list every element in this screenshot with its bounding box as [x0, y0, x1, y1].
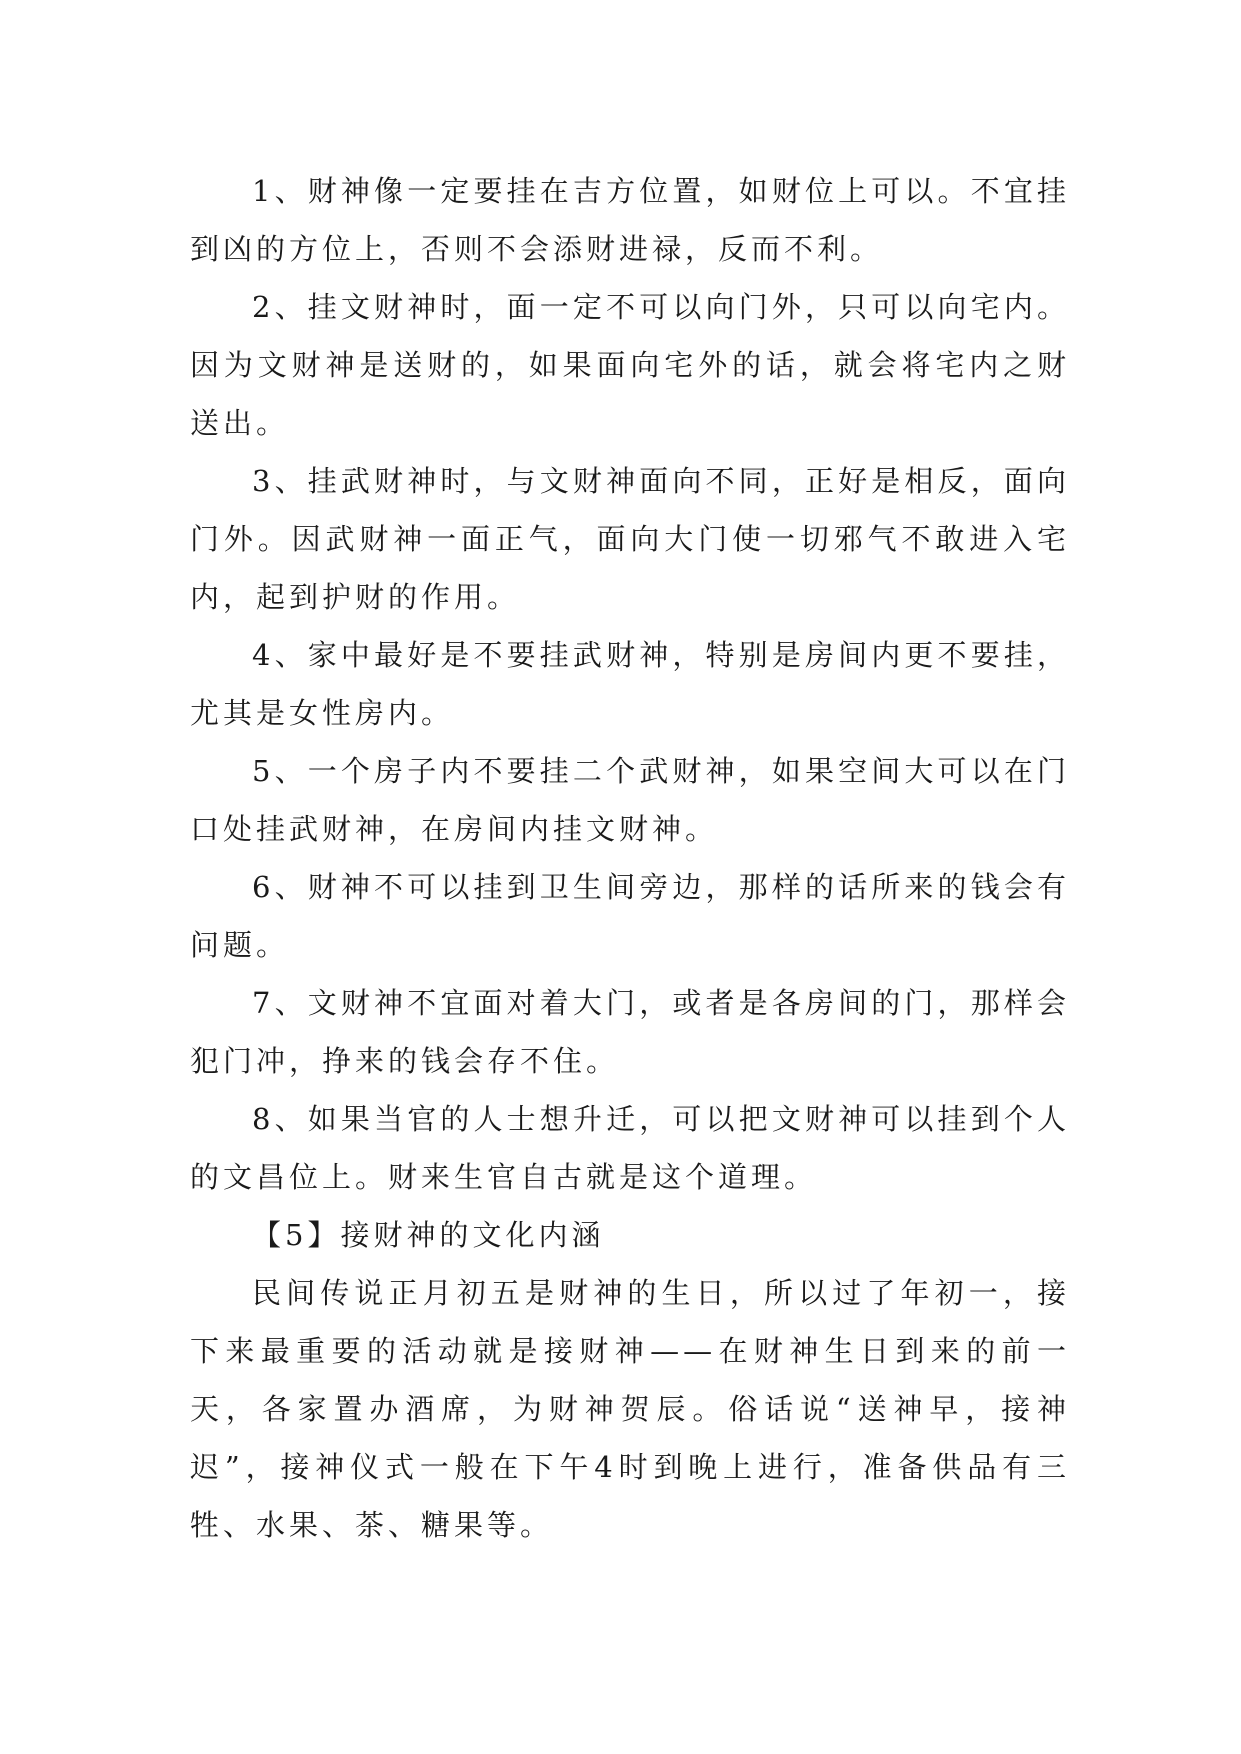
paragraph-8: 8、如果当官的人士想升迁，可以把文财神可以挂到个人的文昌位上。财来生官自古就是这个道理。	[190, 1102, 1070, 1194]
paragraph-5: 5、一个房子内不要挂二个武财神，如果空间大可以在门口处挂武财神，在房间内挂文财神。	[190, 754, 1070, 846]
paragraph-2: 2、挂文财神时，面一定不可以向门外，只可以向宅内。因为文财神是送财的，如果面向宅外的话，就会将宅内之财送出。	[190, 290, 1070, 440]
document-body	[190, 162, 1070, 1554]
paragraph-7: 7、文财神不宜面对着大门，或者是各房间的门，那样会犯门冲，挣来的钱会存不住。	[190, 986, 1070, 1078]
section-heading: 【5】接财神的文化内涵	[252, 1218, 605, 1252]
paragraph-1: 1、财神像一定要挂在吉方位置，如财位上可以。不宜挂到凶的方位上，否则不会添财进禄，反而不利。	[190, 174, 1070, 266]
paragraph-3: 3、挂武财神时，与文财神面向不同，正好是相反，面向门外。因武财神一面正气，面向大门使一切邪气不敢进入宅内，起到护财的作用。	[190, 464, 1070, 614]
section-paragraph: 民间传说正月初五是财神的生日，所以过了年初一，接下来最重要的活动就是接财神——在财神生日到来的前一天，各家置办酒席，为财神贺辰。俗话说“送神早，接神迟”，接神仪式一般在下午4时到晚上进行，准备供品有三牲、水果、茶、糖果等。	[190, 1276, 1070, 1542]
paragraph-6: 6、财神不可以挂到卫生间旁边，那样的话所来的钱会有问题。	[190, 870, 1070, 962]
paragraph-4: 4、家中最好是不要挂武财神，特别是房间内更不要挂，尤其是女性房内。	[190, 638, 1070, 730]
